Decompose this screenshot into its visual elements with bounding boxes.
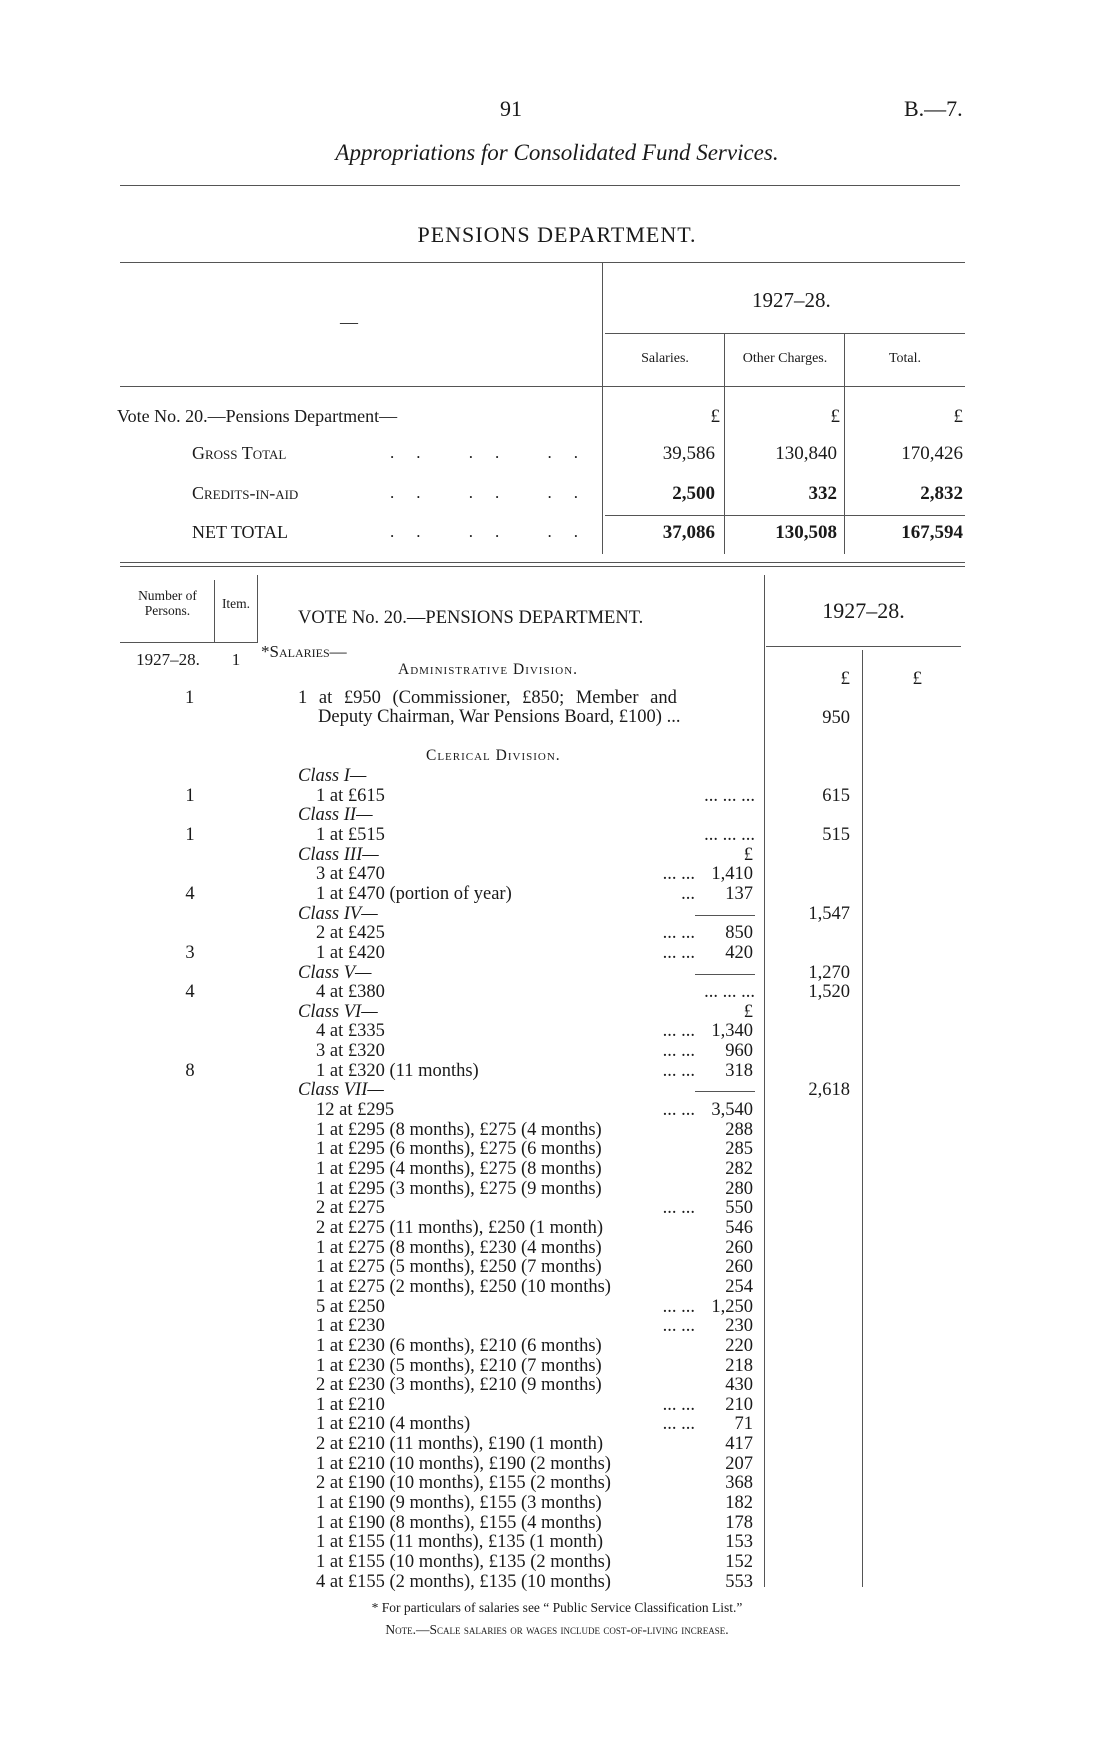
net-salaries: 37,086 (662, 522, 715, 543)
line-amount: 230 (725, 1316, 753, 1337)
salary-line: 1 at £230 (6 months), £210 (6 months) (316, 1335, 602, 1356)
credits-total: 2,832 (920, 483, 963, 504)
leader-dots: ... ... ... (704, 824, 755, 845)
right-currency-2: £ (912, 668, 922, 689)
leader-dots: ... ... (662, 1394, 695, 1415)
salary-line: 3 at £470 (316, 864, 385, 885)
salary-line: 1 at £470 (portion of year) (316, 883, 512, 904)
leader-dots: ... ... ... (704, 982, 755, 1003)
line-amount: 420 (725, 942, 753, 963)
line-amount: 152 (725, 1552, 753, 1572)
subtotal-rule (695, 1091, 755, 1092)
leader-dots: ... (681, 883, 695, 904)
admin-total: 950 (822, 708, 850, 728)
class-heading: Class VI— (298, 1001, 378, 1022)
line-amount: 218 (725, 1355, 753, 1376)
salary-line: 1 at £210 (4 months) (316, 1414, 471, 1435)
salary-line: 1 at £155 (11 months), £135 (1 month) (316, 1532, 604, 1553)
salary-line: 1 at £295 (6 months), £275 (6 months) (316, 1139, 602, 1160)
salary-line: 1 at £275 (2 months), £250 (10 months) (316, 1276, 611, 1297)
leader-dots: ... ... (662, 1021, 695, 1042)
salary-line: 1 at £190 (9 months), £155 (3 months) (316, 1493, 602, 1514)
line-amount: 280 (725, 1178, 753, 1199)
leader-dots: ... ... (662, 1296, 695, 1317)
line-amount: 3,540 (711, 1100, 753, 1121)
salaries-heading: *Salaries— (261, 642, 347, 661)
leader-dots: ... ... (662, 942, 695, 963)
line-amount: £ (743, 844, 753, 865)
persons-count: 4 (185, 883, 195, 904)
class-total: 2,618 (808, 1080, 850, 1101)
class-total: 515 (822, 824, 850, 845)
class-heading: Class II— (298, 805, 373, 826)
class-total: 615 (822, 785, 850, 806)
gross-other: 130,840 (775, 443, 837, 464)
currency-salaries: £ (710, 406, 720, 427)
leader-dots: .. .. .. (390, 443, 600, 462)
persons-count: 4 (185, 982, 195, 1003)
salary-line: 1 at £230 (316, 1316, 385, 1337)
salary-line: 2 at £230 (3 months), £210 (9 months) (316, 1375, 602, 1396)
line-amount: 1,340 (711, 1021, 753, 1042)
class-total: 1,520 (808, 982, 850, 1003)
salary-line: 4 at £335 (316, 1021, 385, 1042)
subtotal-rule (695, 974, 755, 975)
vote-title: VOTE No. 20.—PENSIONS DEPARTMENT. (298, 608, 644, 628)
page-number: 91 (500, 96, 522, 121)
line-amount: 288 (725, 1119, 753, 1140)
salary-line: 1 at £320 (11 months) (316, 1060, 479, 1081)
header-rule (120, 185, 960, 186)
persons-year: 1927–28. (136, 650, 200, 669)
leader-dots: .. .. .. (390, 483, 600, 502)
line-amount: 1,250 (711, 1296, 753, 1317)
leader-dots: ... ... (662, 1414, 695, 1435)
line-amount: 260 (725, 1257, 753, 1278)
salary-line: 1 at £275 (8 months), £230 (4 months) (316, 1237, 602, 1258)
credits-in-aid-label: Credits-in-aid (192, 483, 299, 503)
line-amount: 254 (725, 1276, 753, 1297)
gross-salaries: 39,586 (662, 443, 715, 464)
leader-dots: ... ... ... (704, 785, 755, 806)
col-total: Total. (888, 351, 922, 366)
line-amount: 368 (725, 1473, 753, 1494)
line-amount: 1,410 (711, 864, 753, 885)
persons-count: 1 (185, 785, 195, 806)
leader-dots: ... ... (662, 1041, 695, 1062)
line-amount: £ (743, 1001, 753, 1022)
currency-total: £ (953, 406, 963, 427)
salary-line: 1 at £210 (316, 1394, 385, 1415)
line-amount: 207 (725, 1453, 753, 1474)
administrative-division: Administrative Division. (398, 661, 579, 678)
salary-line: 1 at £210 (10 months), £190 (2 months) (316, 1453, 611, 1474)
salary-line: 2 at £210 (11 months), £190 (1 month) (316, 1434, 604, 1455)
class-heading: Class VII— (298, 1080, 384, 1101)
summary-year: 1927–28. (752, 288, 831, 312)
right-currency-1: £ (840, 668, 850, 689)
salary-line: 4 at £380 (316, 982, 385, 1003)
leader-dots: ... ... (662, 864, 695, 885)
class-total: 1,270 (808, 962, 850, 983)
line-amount: 220 (725, 1335, 753, 1356)
persons-count: 8 (185, 1060, 195, 1081)
net-total-label: NET TOTAL (192, 522, 289, 542)
item-number: 1 (231, 650, 241, 669)
salary-line: 2 at £190 (10 months), £155 (2 months) (316, 1473, 611, 1494)
line-amount: 417 (725, 1434, 753, 1455)
net-total: 167,594 (901, 522, 963, 543)
line-amount: 960 (725, 1041, 753, 1062)
salary-line: 12 at £295 (316, 1100, 395, 1121)
admin-line-2: Deputy Chairman, War Pensions Board, £100) ... (318, 707, 681, 727)
net-other: 130,508 (775, 522, 837, 543)
col-item: Item. (221, 596, 251, 611)
salary-line: 1 at £615 (316, 785, 385, 806)
subtotal-rule (695, 915, 755, 916)
leader-dots: ... ... (662, 1060, 695, 1081)
salary-line: 4 at £155 (2 months), £135 (10 months) (316, 1571, 611, 1592)
salary-line: 5 at £250 (316, 1296, 385, 1317)
salary-line: 2 at £275 (316, 1198, 385, 1219)
admin-persons: 1 (185, 688, 195, 708)
leader-dots: ... ... (662, 923, 695, 944)
currency-other: £ (830, 406, 840, 427)
page-subtitle: Appropriations for Consolidated Fund Services. (335, 140, 779, 165)
salary-line: 1 at £295 (3 months), £275 (9 months) (316, 1178, 602, 1199)
gross-total: 170,426 (901, 443, 963, 464)
line-amount: 318 (725, 1060, 753, 1081)
document-reference: B.—7. (904, 96, 963, 121)
credits-other: 332 (808, 483, 837, 504)
salary-line: 1 at £155 (10 months), £135 (2 months) (316, 1552, 611, 1572)
salary-line: 1 at £230 (5 months), £210 (7 months) (316, 1355, 602, 1376)
salary-line: 1 at £515 (316, 824, 385, 845)
credits-salaries: 2,500 (672, 483, 715, 504)
salary-line: 1 at £420 (316, 942, 385, 963)
col-other-charges: Other Charges. (742, 351, 828, 366)
summary-dash: — (340, 312, 358, 332)
salary-line: 1 at £275 (5 months), £250 (7 months) (316, 1257, 602, 1278)
line-amount: 430 (725, 1375, 753, 1396)
salary-line: 3 at £320 (316, 1041, 385, 1062)
line-amount: 282 (725, 1159, 753, 1179)
salary-line: 1 at £295 (8 months), £275 (4 months) (316, 1119, 602, 1140)
persons-count: 3 (185, 942, 195, 963)
salary-line: 2 at £425 (316, 923, 385, 944)
line-amount: 71 (734, 1414, 753, 1435)
line-amount: 178 (725, 1512, 753, 1533)
line-amount: 546 (725, 1217, 753, 1238)
gross-total-label: Gross Total (192, 443, 287, 463)
footnote-classification: * For particulars of salaries see “ Public Service Classification List.” (371, 1600, 743, 1615)
col-number-of-persons: Number of Persons. (138, 588, 197, 618)
leader-dots: .. .. .. (390, 522, 600, 541)
line-amount: 153 (725, 1532, 753, 1553)
line-amount: 553 (725, 1571, 753, 1592)
line-amount: 285 (725, 1139, 753, 1160)
line-amount: 260 (725, 1237, 753, 1258)
line-amount: 137 (725, 883, 753, 904)
footnote-scale-salaries: Note.—Scale salaries or wages include cost-of-living increase. (385, 1622, 729, 1637)
vote-label: Vote No. 20.—Pensions Department— (117, 406, 398, 426)
clerical-division: Clerical Division. (426, 747, 561, 764)
class-heading: Class III— (298, 844, 379, 865)
detail-year: 1927–28. (822, 598, 905, 623)
col-salaries: Salaries. (641, 351, 689, 366)
persons-count: 1 (185, 824, 195, 845)
leader-dots: ... ... (662, 1316, 695, 1337)
class-total: 1,547 (808, 903, 850, 924)
admin-line-1: 1 at £950 (Commissioner, £850; Member and (298, 688, 677, 708)
line-amount: 550 (725, 1198, 753, 1219)
class-heading: Class IV— (298, 903, 378, 924)
leader-dots: ... ... (662, 1198, 695, 1219)
class-heading: Class V— (298, 962, 372, 983)
leader-dots: ... ... (662, 1100, 695, 1121)
line-amount: 850 (725, 923, 753, 944)
department-title: PENSIONS DEPARTMENT. (417, 222, 697, 247)
line-amount: 210 (725, 1394, 753, 1415)
class-heading: Class I— (298, 766, 367, 786)
salary-line: 1 at £190 (8 months), £155 (4 months) (316, 1512, 602, 1533)
salary-line: 2 at £275 (11 months), £250 (1 month) (316, 1217, 604, 1238)
line-amount: 182 (725, 1493, 753, 1514)
salary-line: 1 at £295 (4 months), £275 (8 months) (316, 1159, 602, 1179)
